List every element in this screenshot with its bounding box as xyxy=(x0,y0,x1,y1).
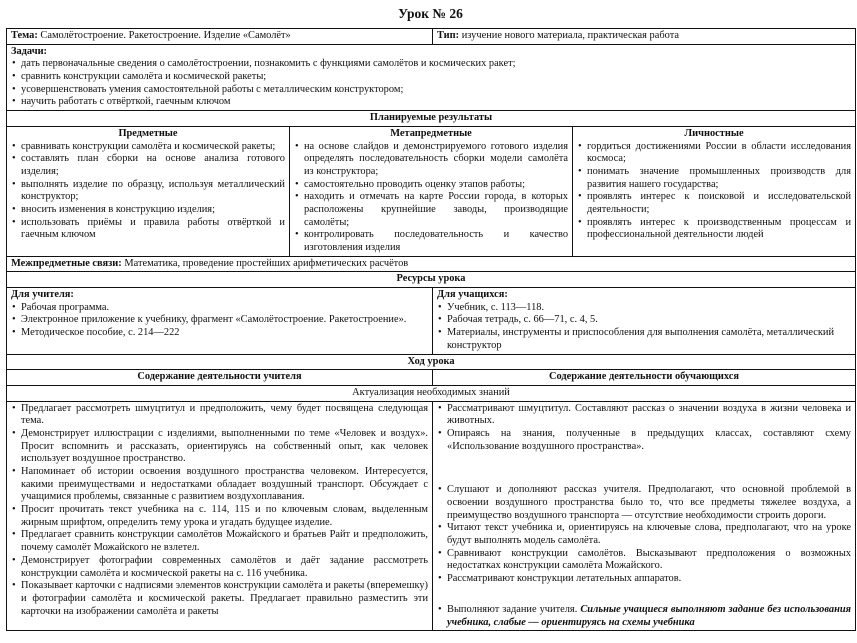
stage-title: Актуализация необходимых знаний xyxy=(7,385,856,401)
activity-item: • Напоминает об истории освоения воздушного пространства человеком. Интересуется, какими преимуществами и недостатками обладает воздушный транспорт. Обсуждает с учащимися проблемы, связанные с развитием воздухоплавания. xyxy=(11,466,428,504)
stage-row xyxy=(7,385,856,401)
resource-item: • Электронное приложение к учебнику, фрагмент «Самолётостроение. Ракетостроение». xyxy=(11,314,428,327)
resources-header-row xyxy=(7,272,856,288)
task-item: • дать первоначальные сведения о самолётостроении, познакомить с функциями самолётов и космических ракет; xyxy=(11,58,851,71)
topic-row xyxy=(7,29,856,45)
type-cell xyxy=(433,29,856,45)
result-item: • составлять план сборки на основе анализа готового изделия; xyxy=(11,153,285,178)
interdisciplinary-row xyxy=(7,256,856,272)
tasks-row xyxy=(7,44,856,110)
result-item: • находить и отмечать на карте России города, в которых расположены крупнейшие заводы, производящие самолёты; xyxy=(294,191,568,229)
student-resources-title: Для учащихся: xyxy=(437,289,508,301)
personal-results-title: Личностные xyxy=(684,127,744,139)
activity-item: • Опираясь на знания, полученные в предыдущих классах, составляют схему «Использование воздушного пространства». xyxy=(437,428,851,453)
resource-item: • Методическое пособие, с. 214—222 xyxy=(11,327,428,340)
lesson-flow-header: Ход урока xyxy=(7,354,856,370)
teacher-resources-list xyxy=(11,302,428,340)
topic-cell xyxy=(7,29,433,45)
column-headers-row xyxy=(7,370,856,386)
result-item: • вносить изменения в конструкцию изделия; xyxy=(11,204,285,217)
activity-item: • Рассматривают конструкции летательных аппаратов. xyxy=(437,573,851,586)
planned-results-header-row xyxy=(7,111,856,127)
tasks-cell xyxy=(7,44,856,110)
activity-item: • Демонстрирует иллюстрации с изделиями, выполненными по теме «Человек и воздух». Просит вспомнить и рассказать, ориентируясь на собственный опыт, как человек использует воздушное пространство. xyxy=(11,428,428,466)
student-resources-list xyxy=(437,302,851,353)
personal-results-list xyxy=(577,141,851,243)
teacher-resources-title: Для учителя: xyxy=(11,289,74,301)
result-item: • гордиться достижениями России в области исследования космоса; xyxy=(577,141,851,166)
activity-item: • Сравнивают конструкции самолётов. Высказывают предположения о возможных недостатках конструкции самолёта Можайского. xyxy=(437,548,851,573)
task-item: • усовершенствовать умения самостоятельной работы с металлическим конструктором; xyxy=(11,84,851,97)
interdisciplinary-label: Межпредметные связи: xyxy=(11,257,122,269)
student-column-header: Содержание деятельности обучающихся xyxy=(433,370,856,386)
resource-item: • Материалы, инструменты и приспособления для выполнения самолёта, металлический конструктор xyxy=(437,327,851,352)
resources-row xyxy=(7,288,856,354)
activity-item xyxy=(437,604,851,629)
lesson-title: Урок № 26 xyxy=(398,6,463,21)
tasks-label: Задачи: xyxy=(11,45,48,57)
resource-item: • Рабочая программа. xyxy=(11,302,428,315)
teacher-activities-list xyxy=(11,403,428,619)
result-item: • самостоятельно проводить оценку этапов работы; xyxy=(294,179,568,192)
result-item: • использовать приёмы и правила работы отвёрткой и гаечным ключом xyxy=(11,217,285,242)
result-item: • на основе слайдов и демонстрируемого готового изделия определять последовательность сборки модели самолёта из конструктора; xyxy=(294,141,568,179)
subject-results-list xyxy=(11,141,285,243)
student-resources-cell xyxy=(433,288,856,354)
teacher-activities-cell xyxy=(7,401,433,631)
result-item: • контролировать последовательность и качество изготовления изделия xyxy=(294,229,568,254)
subject-results-cell xyxy=(7,126,290,256)
result-item: • выполнять изделие по образцу, используя металлический конструктор; xyxy=(11,179,285,204)
student-activities-list xyxy=(437,403,851,630)
activity-item: • Показывает карточки с надписями элементов конструкции самолёта и ракеты (вперемешку) и фотографии самолёта и космической ракеты. Предлагает правильно разместить эти карточки на изображении самолёта и ракеты xyxy=(11,580,428,618)
meta-results-title: Метапредметные xyxy=(390,127,472,139)
activity-item: • Предлагает сравнить конструкции самолётов Можайского и братьев Райт и предположить, почему самолёт Можайского не взлетел. xyxy=(11,529,428,554)
topic-label: Тема: xyxy=(11,30,38,41)
subject-results-title: Предметные xyxy=(118,127,178,139)
lesson-flow-header-row xyxy=(7,354,856,370)
activity-item: • Рассматривают шмуцтитул. Составляют рассказ о значении воздуха в жизни человека и животных. xyxy=(437,403,851,428)
result-item: • проявлять интерес к производственным процессам и профессиональной деятельности людей xyxy=(577,217,851,242)
activity-item: • Читают текст учебника и, ориентируясь на ключевые слова, предполагают, что на уроке будут выполнять модель самолёта. xyxy=(437,522,851,547)
type-label: Тип: xyxy=(437,30,460,41)
activity-emphasis-text: Сильные учащиеся выполняют задание без использования учебника, слабые — ориентируясь на схемы учебника xyxy=(447,603,852,628)
task-item: • научить работать с отвёрткой, гаечным ключом xyxy=(11,96,851,109)
result-item: • проявлять интерес к поисковой и исследовательской деятельности; xyxy=(577,191,851,216)
result-item: • понимать значение промышленных производств для развития нашего государства; xyxy=(577,166,851,191)
lesson-plan-table xyxy=(6,28,856,631)
interdisciplinary-value: Математика, проведение простейших арифметических расчётов xyxy=(124,257,409,269)
planned-results-header: Планируемые результаты xyxy=(7,111,856,127)
student-activities-cell xyxy=(433,401,856,631)
topic-value: Самолётостроение. Ракетостроение. Изделие «Самолёт» xyxy=(40,30,291,41)
activity-text: Выполняют задание учителя. xyxy=(447,603,581,615)
task-item: • сравнить конструкции самолёта и космической ракеты; xyxy=(11,71,851,84)
activities-row xyxy=(7,401,856,631)
interdisciplinary-cell xyxy=(7,256,856,272)
resources-header: Ресурсы урока xyxy=(7,272,856,288)
activity-item: • Предлагает рассмотреть шмуцтитул и предположить, чему будет посвящена следующая тема. xyxy=(11,403,428,428)
tasks-list xyxy=(11,58,851,109)
activity-item: • Слушают и дополняют рассказ учителя. Предполагают, что основной проблемой в освоении воздушного пространства было то, что все предметы тяжелее воздуха, а преимущество воздушного транспорта — отсутствие необходимости строить дороги. xyxy=(437,484,851,522)
activity-item: • Демонстрирует фотографии современных самолётов и даёт задание рассмотреть конструкции самолёта и космической ракеты на с. 116 учебника. xyxy=(11,555,428,580)
resource-item: • Учебник, с. 113—118. xyxy=(437,302,851,315)
personal-results-cell xyxy=(573,126,856,256)
teacher-column-header: Содержание деятельности учителя xyxy=(7,370,433,386)
result-item: • сравнивать конструкции самолёта и космической ракеты; xyxy=(11,141,285,154)
activity-item: • Просит прочитать текст учебника на с. 114, 115 и по ключевым словам, выделенным жирным шрифтом, определить тему урока и угадать будущее изделие. xyxy=(11,504,428,529)
resource-item: • Рабочая тетрадь, с. 66—71, с. 4, 5. xyxy=(437,314,851,327)
meta-results-cell xyxy=(290,126,573,256)
type-value: изучение нового материала, практическая работа xyxy=(461,30,679,41)
meta-results-list xyxy=(294,141,568,255)
teacher-resources-cell xyxy=(7,288,433,354)
planned-results-row xyxy=(7,126,856,256)
